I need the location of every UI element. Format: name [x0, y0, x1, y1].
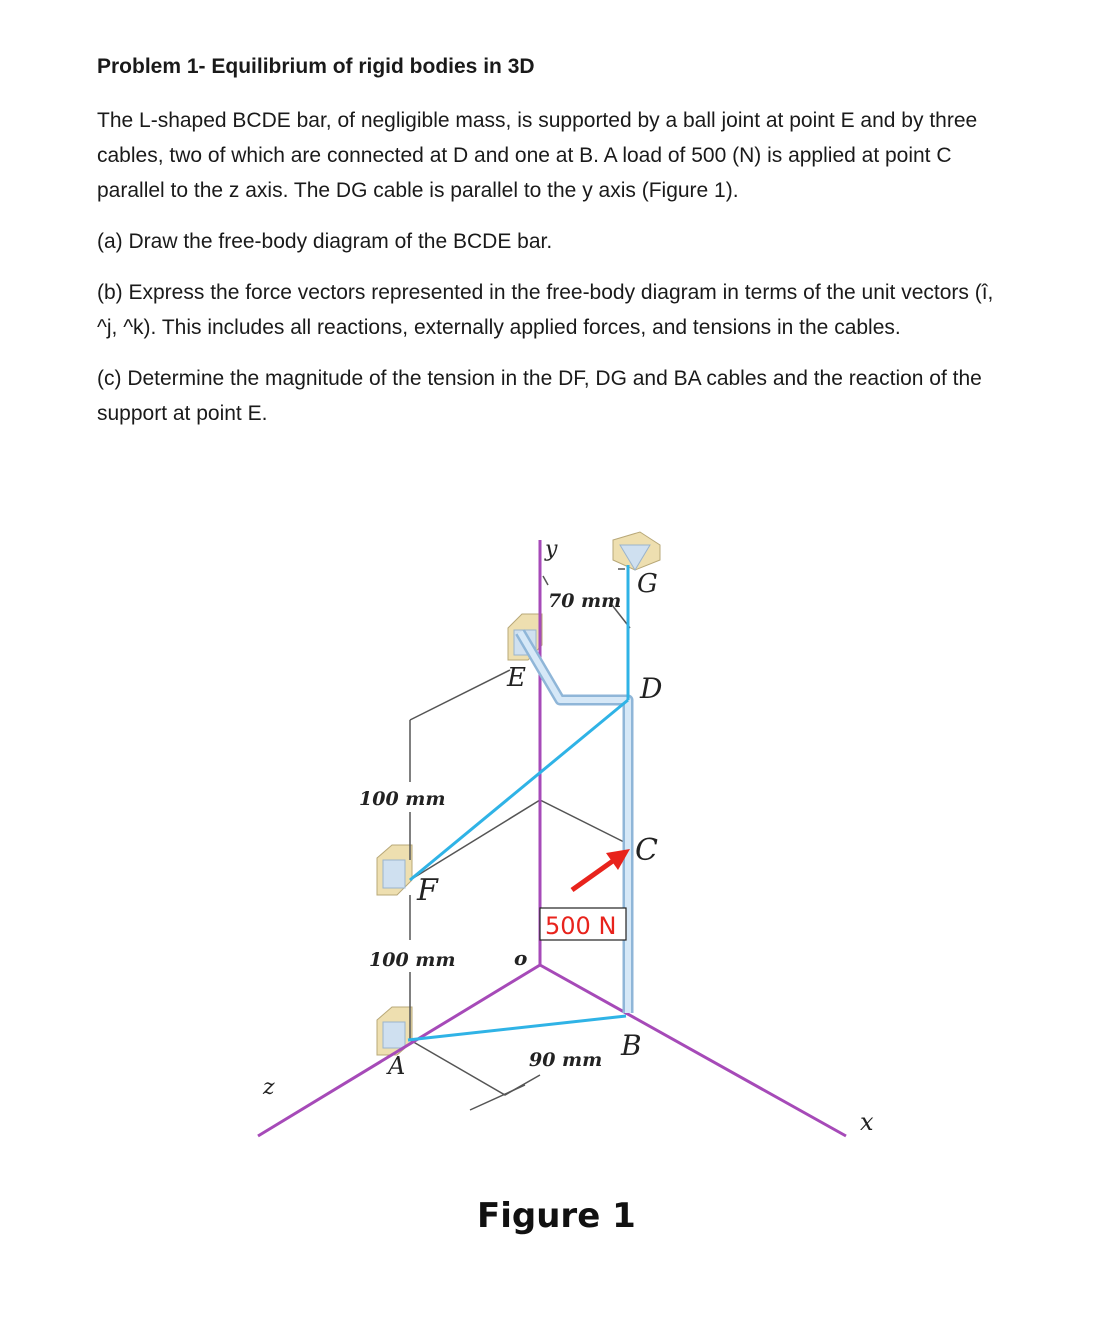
support-a	[377, 1007, 412, 1055]
axis-label-z: z	[263, 1075, 275, 1100]
label-point-d: D	[640, 672, 663, 705]
label-point-g: G	[637, 569, 658, 599]
guide-tick	[470, 1085, 525, 1110]
label-point-c: C	[635, 833, 658, 868]
bar-bcde	[520, 632, 628, 1013]
part-a: (a) Draw the free-body diagram of the BCDE bar.	[97, 230, 553, 253]
label-point-f: F	[417, 873, 438, 908]
load-arrow	[572, 849, 630, 890]
support-f	[377, 845, 412, 895]
dim-90mm: 90 mm	[529, 1049, 603, 1071]
figure-caption: Figure 1	[477, 1196, 636, 1236]
dim-100mm-lower: 100 mm	[369, 949, 456, 971]
z-axis	[258, 965, 540, 1136]
guide-upper	[410, 670, 510, 720]
cable-ba	[408, 1016, 626, 1040]
guide-mid	[410, 800, 630, 880]
axis-label-x: x	[860, 1108, 874, 1136]
origin-label: o	[514, 946, 528, 970]
label-point-b: B	[621, 1029, 642, 1062]
label-point-a: A	[388, 1052, 406, 1080]
part-c: (c) Determine the magnitude of the tension in the DF, DG and BA cables and the reaction of the support at point E.	[97, 367, 982, 425]
problem-intro: The L-shaped BCDE bar, of negligible mass, is supported by a ball joint at point E and by three cables, two of which are connected at D and one at B. A load of 500 (N) is applied at point C parallel to the z axis. The DG cable is parallel to the y axis (Figure 1).	[97, 109, 978, 202]
dim-100mm-upper: 100 mm	[359, 788, 446, 810]
support-g	[613, 532, 660, 570]
problem-title: Problem 1- Equilibrium of rigid bodies in 3D	[97, 55, 535, 78]
label-point-e: E	[507, 663, 526, 693]
load-label: 500 N	[545, 912, 617, 940]
axes	[258, 540, 846, 1136]
guide-70-a	[543, 576, 548, 585]
part-b: (b) Express the force vectors represented in the free-body diagram in terms of the unit vectors (î, ^j, ^k). This includes all reactions, externally applied forces, and tensions in the cables.	[97, 281, 994, 339]
dim-70mm: 70 mm	[548, 590, 622, 612]
axis-label-y: y	[545, 537, 558, 562]
